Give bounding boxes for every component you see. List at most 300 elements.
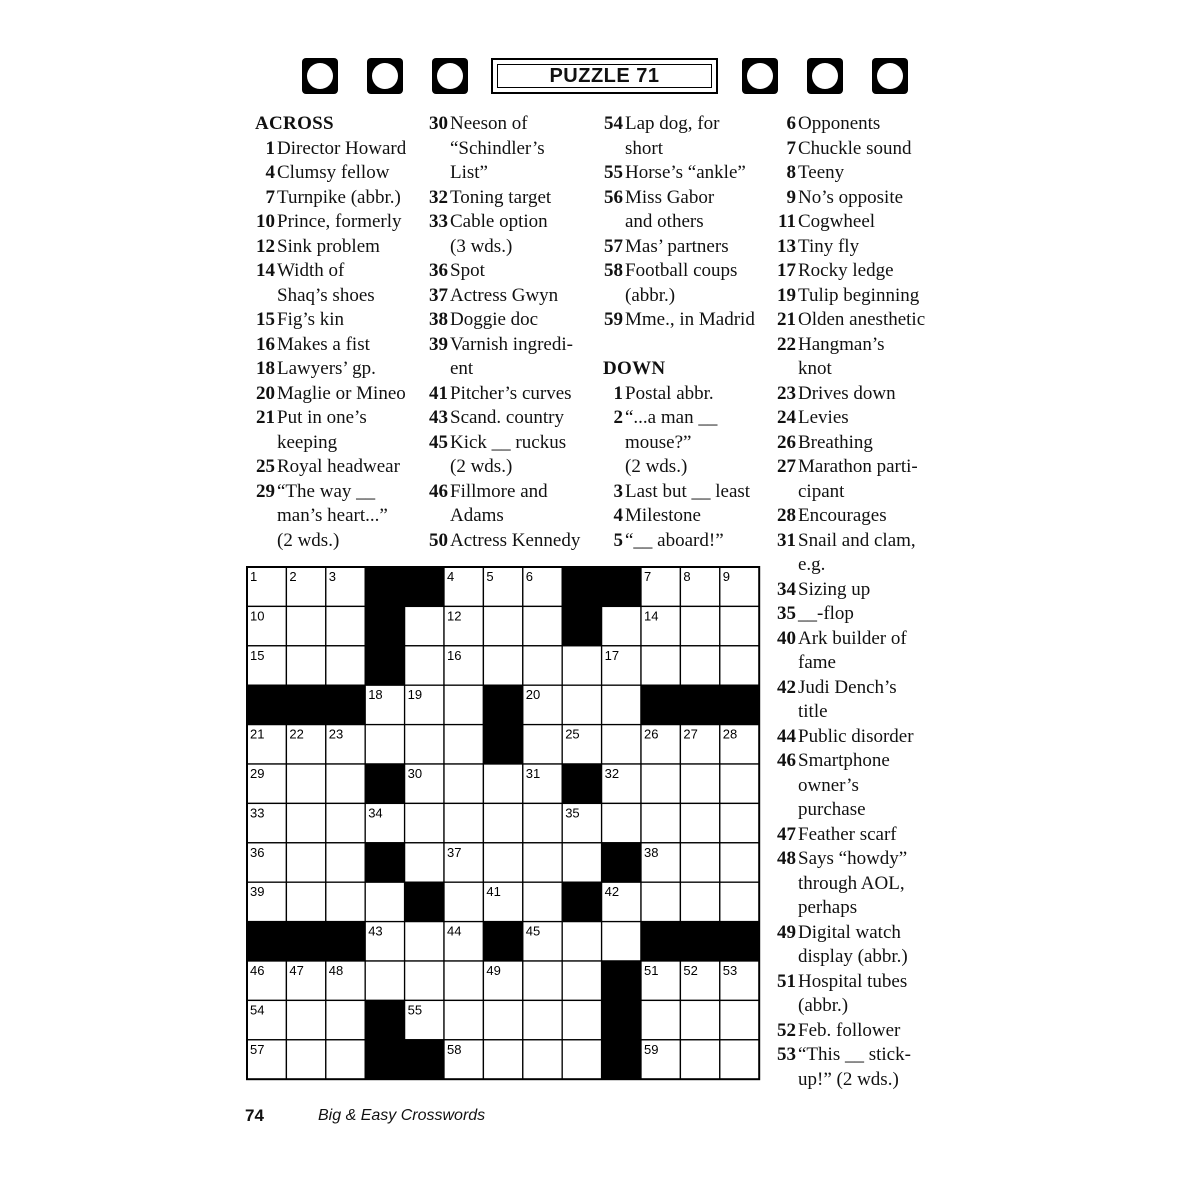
down-clue — [776, 676, 951, 725]
clue-column-3 — [603, 112, 773, 553]
clue-number: 52 — [777, 1019, 796, 1041]
clue-number: 30 — [429, 113, 448, 134]
clue-number: 57 — [604, 235, 623, 257]
answer-cell[interactable] — [680, 1040, 719, 1079]
across-clue — [428, 210, 600, 259]
clue-text: Pitcher’s curves — [450, 382, 572, 404]
answer-cell[interactable] — [523, 1000, 562, 1039]
clue-text: (abbr.) — [625, 284, 676, 306]
black-square — [641, 685, 680, 724]
answer-cell[interactable] — [523, 646, 562, 685]
clue-number: 4 — [265, 162, 275, 183]
answer-cell[interactable] — [720, 646, 759, 685]
clue-number: 39 — [429, 333, 448, 355]
cell-number: 43 — [368, 923, 383, 939]
black-square — [602, 1040, 641, 1079]
across-clue — [428, 406, 600, 431]
puzzle-title — [491, 58, 718, 94]
answer-cell[interactable] — [286, 764, 325, 803]
answer-cell[interactable] — [562, 843, 601, 882]
clue-text: “__ aboard!” — [625, 529, 724, 551]
clue-text: Opponents — [798, 113, 881, 134]
black-square — [720, 922, 759, 961]
clue-text: Rocky ledge — [798, 260, 894, 281]
clue-text: Actress Kennedy — [450, 529, 581, 551]
answer-cell[interactable] — [641, 764, 680, 803]
answer-cell[interactable] — [326, 764, 365, 803]
black-square — [326, 922, 365, 961]
clue-text: (2 wds.) — [625, 456, 688, 477]
clue-text: Turnpike (abbr.) — [277, 186, 401, 208]
cell-number: 16 — [447, 647, 462, 663]
clue-number: 1 — [613, 382, 623, 404]
answer-cell[interactable] — [680, 843, 719, 882]
down-clue — [776, 725, 951, 750]
circle-box-icon — [872, 58, 908, 94]
clue-number: 29 — [256, 480, 275, 502]
clue-text: Olden anesthetic — [798, 309, 926, 330]
clue-text: knot — [798, 358, 832, 379]
across-clue — [255, 186, 425, 211]
down-clue — [776, 161, 951, 186]
answer-cell[interactable] — [286, 843, 325, 882]
black-square — [562, 882, 601, 921]
clue-text: display (abbr.) — [798, 946, 908, 967]
clue-number: 33 — [429, 211, 448, 232]
cell-number: 17 — [604, 647, 620, 663]
across-clue — [255, 382, 425, 407]
answer-cell[interactable] — [286, 606, 325, 645]
clue-text: e.g. — [798, 554, 826, 575]
answer-cell[interactable] — [326, 882, 365, 921]
clue-text: Milestone — [625, 505, 701, 526]
clue-text: Toning target — [450, 186, 552, 208]
clue-text: Doggie doc — [450, 309, 539, 330]
answer-cell[interactable] — [444, 725, 483, 764]
down-clue — [776, 210, 951, 235]
answer-cell[interactable] — [562, 646, 601, 685]
black-square — [365, 764, 404, 803]
down-clue — [776, 259, 951, 284]
down-clue — [776, 333, 951, 382]
answer-cell[interactable] — [405, 843, 444, 882]
clue-number: 28 — [777, 505, 796, 526]
across-clue — [428, 259, 600, 284]
cell-number: 48 — [328, 963, 344, 978]
clue-number: 26 — [777, 431, 796, 453]
clue-text: ent — [450, 358, 474, 379]
answer-cell[interactable] — [562, 1040, 601, 1079]
cell-number: 19 — [407, 687, 423, 703]
black-square — [602, 567, 641, 606]
clue-text: (2 wds.) — [450, 456, 513, 477]
answer-cell[interactable] — [641, 803, 680, 842]
cell-number: 51 — [644, 963, 659, 978]
answer-cell[interactable] — [720, 1040, 759, 1079]
clue-text: and others — [625, 211, 704, 232]
across-clue — [428, 431, 600, 480]
down-clue — [776, 406, 951, 431]
black-square — [562, 606, 601, 645]
across-clue — [255, 455, 425, 480]
down-clue — [776, 382, 951, 407]
circle-box-icon — [367, 58, 403, 94]
clue-text: keeping — [277, 431, 338, 453]
clue-text: Horse’s “ankle” — [625, 162, 746, 183]
across-clue — [255, 480, 425, 554]
black-square — [405, 567, 444, 606]
clue-text: (3 wds.) — [450, 235, 513, 257]
clue-text: “The way __ — [277, 480, 376, 502]
black-square — [641, 922, 680, 961]
answer-cell[interactable] — [365, 882, 404, 921]
clue-number: 2 — [613, 407, 623, 428]
black-square — [720, 685, 759, 724]
answer-cell[interactable] — [720, 764, 759, 803]
answer-cell[interactable] — [641, 1000, 680, 1039]
clue-number: 18 — [256, 358, 275, 379]
black-square — [602, 961, 641, 1000]
black-square — [247, 922, 286, 961]
cell-number: 28 — [722, 726, 738, 742]
answer-cell[interactable] — [444, 882, 483, 921]
black-square — [562, 764, 601, 803]
clue-number: 16 — [256, 333, 275, 355]
answer-cell[interactable] — [483, 606, 522, 645]
down-clue — [776, 1019, 951, 1044]
clue-text: Marathon parti- — [798, 456, 918, 477]
cell-number: 45 — [525, 923, 541, 939]
answer-cell[interactable] — [405, 961, 444, 1000]
answer-cell[interactable] — [483, 764, 522, 803]
answer-cell[interactable] — [286, 646, 325, 685]
clue-text: perhaps — [798, 897, 858, 918]
clue-column-2 — [428, 112, 600, 553]
clue-text: Scand. country — [450, 407, 564, 428]
clue-text: (2 wds.) — [277, 529, 340, 551]
clue-number: 32 — [429, 186, 448, 208]
across-clue — [603, 186, 773, 235]
answer-cell[interactable] — [444, 961, 483, 1000]
answer-cell[interactable] — [405, 725, 444, 764]
clue-text: Clumsy fellow — [277, 162, 390, 183]
answer-cell[interactable] — [680, 803, 719, 842]
clue-number: 13 — [777, 235, 796, 257]
clue-number: 41 — [429, 382, 448, 404]
cell-number: 2 — [289, 569, 297, 584]
black-square — [483, 922, 522, 961]
clue-text: Encourages — [798, 505, 887, 526]
clue-text: Royal headwear — [277, 456, 400, 477]
answer-cell[interactable] — [680, 882, 719, 921]
clue-text: Kick __ ruckus — [450, 431, 567, 453]
clue-number: 31 — [777, 529, 796, 551]
crossword-grid[interactable] — [245, 565, 765, 1081]
answer-cell[interactable] — [444, 685, 483, 724]
puzzle-title-text: PUZZLE 71 — [549, 64, 660, 87]
cell-number: 35 — [565, 805, 580, 821]
clue-number: 35 — [777, 603, 796, 624]
black-square — [365, 646, 404, 685]
clue-number: 11 — [778, 211, 796, 232]
answer-cell[interactable] — [483, 1000, 522, 1039]
clue-number: 21 — [256, 407, 275, 428]
answer-cell[interactable] — [523, 1040, 562, 1079]
down-clue — [776, 749, 951, 823]
circle-box-icon — [742, 58, 778, 94]
down-clue — [776, 504, 951, 529]
down-clue — [776, 823, 951, 848]
across-clue — [428, 333, 600, 382]
answer-cell[interactable] — [286, 1000, 325, 1039]
clue-text: Varnish ingredi- — [450, 333, 573, 355]
answer-cell[interactable] — [562, 961, 601, 1000]
clue-text: Maglie or Mineo — [277, 382, 406, 404]
across-clue — [255, 357, 425, 382]
answer-cell[interactable] — [405, 606, 444, 645]
cell-number: 21 — [250, 726, 265, 742]
answer-cell[interactable] — [602, 803, 641, 842]
answer-cell[interactable] — [523, 606, 562, 645]
clue-text: Smartphone — [798, 750, 890, 771]
across-clue — [255, 406, 425, 455]
clue-number: 58 — [604, 260, 623, 281]
black-square — [365, 1040, 404, 1079]
answer-cell[interactable] — [680, 646, 719, 685]
answer-cell[interactable] — [444, 803, 483, 842]
clue-number: 42 — [777, 676, 796, 698]
down-clue — [603, 480, 773, 505]
down-heading: DOWN — [603, 358, 666, 379]
answer-cell[interactable] — [523, 803, 562, 842]
down-clue — [776, 529, 951, 578]
clue-text: “...a man __ — [625, 407, 718, 428]
answer-cell[interactable] — [602, 606, 641, 645]
down-clue — [776, 847, 951, 921]
clue-text: Mas’ partners — [625, 235, 729, 257]
answer-cell[interactable] — [720, 606, 759, 645]
answer-cell[interactable] — [483, 1040, 522, 1079]
clue-text: owner’s — [798, 774, 859, 796]
answer-cell[interactable] — [641, 646, 680, 685]
clue-text: Mme., in Madrid — [625, 309, 755, 330]
cell-number: 26 — [644, 726, 659, 742]
answer-cell[interactable] — [326, 606, 365, 645]
cell-number: 53 — [722, 963, 738, 978]
clue-number: 49 — [777, 921, 796, 943]
clue-number: 9 — [786, 186, 796, 208]
clue-text: Sizing up — [798, 578, 871, 600]
down-clue — [776, 627, 951, 676]
answer-cell[interactable] — [326, 1000, 365, 1039]
cell-number: 42 — [604, 884, 620, 900]
answer-cell[interactable] — [326, 1040, 365, 1079]
clue-text: “Schindler’s — [450, 137, 545, 159]
clue-text: Levies — [798, 407, 849, 428]
answer-cell[interactable] — [562, 685, 601, 724]
clue-text: Lawyers’ gp. — [277, 358, 376, 379]
black-square — [483, 725, 522, 764]
clue-number: 48 — [777, 848, 796, 869]
clue-number: 51 — [777, 970, 796, 992]
answer-cell[interactable] — [602, 922, 641, 961]
clue-text: Shaq’s shoes — [277, 284, 375, 306]
cell-number: 9 — [722, 569, 731, 584]
answer-cell[interactable] — [365, 725, 404, 764]
black-square — [365, 1000, 404, 1039]
clue-number: 34 — [777, 578, 796, 600]
cell-number: 44 — [447, 923, 462, 939]
down-clue — [603, 504, 773, 529]
cell-number: 38 — [644, 844, 659, 860]
answer-cell[interactable] — [444, 1000, 483, 1039]
answer-cell[interactable] — [365, 961, 404, 1000]
cell-number: 10 — [250, 608, 265, 624]
clue-text: Neeson of — [450, 113, 528, 134]
clue-number: 37 — [429, 284, 448, 306]
answer-cell[interactable] — [641, 882, 680, 921]
answer-cell[interactable] — [720, 1000, 759, 1039]
cell-number: 23 — [328, 726, 344, 742]
cell-number: 33 — [250, 805, 265, 821]
answer-cell[interactable] — [286, 1040, 325, 1079]
cell-number: 3 — [328, 569, 337, 584]
clue-number: 20 — [256, 382, 275, 404]
answer-cell[interactable] — [523, 882, 562, 921]
clue-number: 27 — [777, 456, 796, 477]
cell-number: 59 — [644, 1041, 659, 1057]
clue-text: Drives down — [798, 382, 896, 404]
answer-cell[interactable] — [720, 803, 759, 842]
circle-box-icon — [807, 58, 843, 94]
answer-cell[interactable] — [483, 843, 522, 882]
clue-number: 21 — [777, 309, 796, 330]
clue-number: 25 — [256, 456, 275, 477]
clue-number: 3 — [613, 480, 623, 502]
cell-number: 39 — [250, 884, 265, 900]
answer-cell[interactable] — [405, 646, 444, 685]
down-clue — [776, 284, 951, 309]
black-square — [286, 685, 325, 724]
clue-text: Tulip beginning — [798, 284, 920, 306]
clue-text: Hangman’s — [798, 333, 885, 355]
clue-text: Teeny — [798, 162, 845, 183]
clue-text: Public disorder — [798, 725, 914, 747]
clue-number: 50 — [429, 529, 448, 551]
cell-number: 27 — [683, 726, 698, 742]
clue-text: Miss Gabor — [625, 186, 715, 208]
clue-text: Last but __ least — [625, 480, 751, 502]
answer-cell[interactable] — [405, 803, 444, 842]
answer-cell[interactable] — [286, 882, 325, 921]
answer-cell[interactable] — [286, 803, 325, 842]
cell-number: 4 — [447, 569, 455, 584]
cell-number: 54 — [250, 1002, 265, 1018]
black-square — [326, 685, 365, 724]
answer-cell[interactable] — [444, 764, 483, 803]
black-square — [247, 685, 286, 724]
clue-number: 14 — [256, 260, 275, 281]
clue-number: 15 — [256, 309, 275, 330]
down-clue — [603, 382, 773, 407]
clue-text: purchase — [798, 799, 866, 820]
down-clue — [776, 921, 951, 970]
answer-cell[interactable] — [326, 803, 365, 842]
cell-number: 36 — [250, 844, 265, 860]
down-clue — [776, 602, 951, 627]
black-square — [602, 1000, 641, 1039]
answer-cell[interactable] — [720, 882, 759, 921]
black-square — [680, 685, 719, 724]
down-clue — [776, 1043, 951, 1092]
clue-column-1 — [255, 112, 425, 553]
across-clue — [428, 186, 600, 211]
answer-cell[interactable] — [523, 843, 562, 882]
clue-number: 7 — [265, 186, 275, 208]
cell-number: 55 — [407, 1002, 423, 1018]
clue-number: 1 — [265, 137, 275, 159]
across-clue — [603, 308, 773, 333]
clue-number: 24 — [777, 407, 796, 428]
answer-cell[interactable] — [405, 922, 444, 961]
answer-cell[interactable] — [680, 1000, 719, 1039]
cell-number: 58 — [447, 1041, 462, 1057]
cell-number: 25 — [565, 726, 580, 742]
across-clue — [255, 161, 425, 186]
answer-cell[interactable] — [326, 646, 365, 685]
clue-number: 17 — [777, 260, 796, 281]
clue-number: 46 — [429, 480, 448, 502]
cell-number: 6 — [525, 569, 534, 584]
clue-number: 5 — [613, 529, 623, 551]
cell-number: 5 — [486, 569, 494, 584]
across-clue — [428, 529, 600, 554]
answer-cell[interactable] — [720, 843, 759, 882]
clue-text: Cable option — [450, 211, 548, 232]
down-clue — [776, 578, 951, 603]
clue-number: 38 — [429, 309, 448, 330]
answer-cell[interactable] — [326, 843, 365, 882]
answer-cell[interactable] — [602, 685, 641, 724]
answer-cell[interactable] — [483, 803, 522, 842]
answer-cell[interactable] — [680, 606, 719, 645]
clue-text: Breathing — [798, 431, 873, 453]
clue-text: through AOL, — [798, 872, 905, 894]
answer-cell[interactable] — [562, 922, 601, 961]
cell-number: 49 — [486, 963, 501, 978]
clue-text: Snail and clam, — [798, 529, 916, 551]
answer-cell[interactable] — [602, 725, 641, 764]
clue-text: Director Howard — [277, 137, 407, 159]
cell-number: 15 — [250, 647, 265, 663]
clue-number: 54 — [604, 113, 623, 134]
across-clue — [603, 112, 773, 161]
clue-text: Feather scarf — [798, 823, 897, 845]
clue-number: 59 — [604, 309, 623, 330]
clue-text: Ark builder of — [798, 627, 907, 649]
answer-cell[interactable] — [523, 961, 562, 1000]
cell-number: 12 — [447, 608, 462, 624]
clue-text: title — [798, 701, 828, 722]
cell-number: 57 — [250, 1041, 265, 1057]
answer-cell[interactable] — [562, 1000, 601, 1039]
answer-cell[interactable] — [680, 764, 719, 803]
answer-cell[interactable] — [523, 725, 562, 764]
answer-cell[interactable] — [483, 646, 522, 685]
circle-box-icon — [302, 58, 338, 94]
cell-number: 34 — [368, 805, 383, 821]
book-title: Big & Easy Crosswords — [318, 1107, 486, 1124]
